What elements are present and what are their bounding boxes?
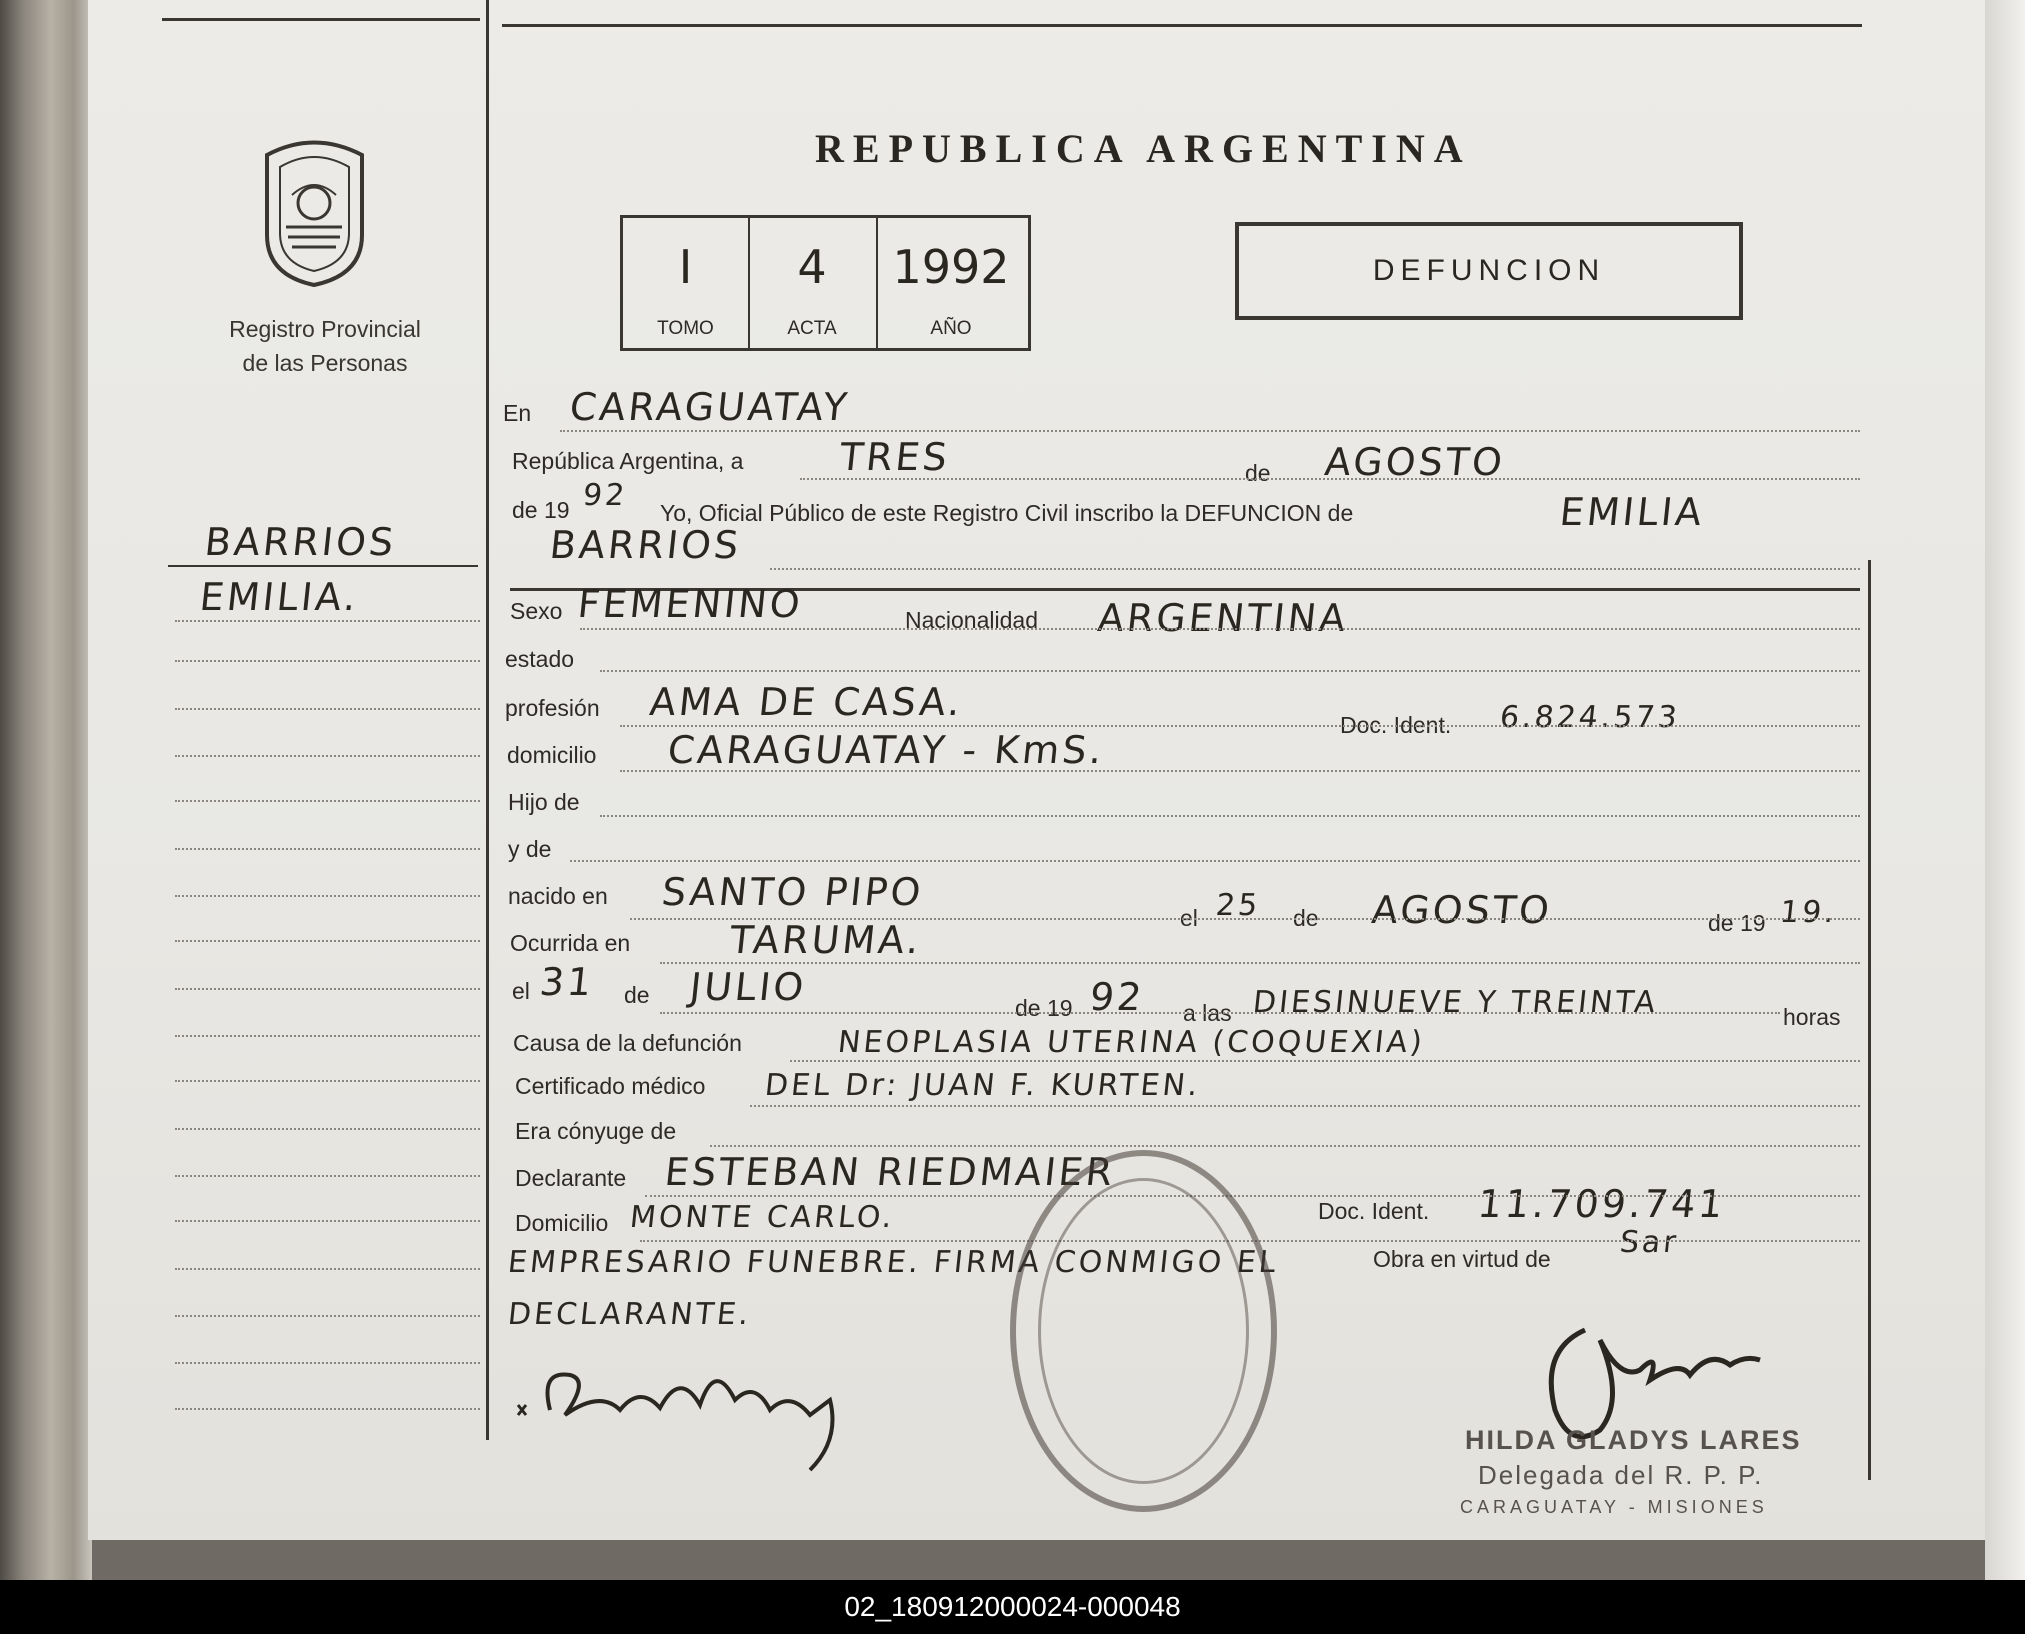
decl-domicilio-label: Domicilio [515, 1210, 609, 1236]
domicilio-value: CARAGUATAY - KmS. [665, 728, 1107, 772]
profesion-label: profesión [505, 695, 600, 721]
book-spine [0, 0, 92, 1580]
conyuge-label: Era cónyuge de [515, 1118, 677, 1144]
field-line [710, 1145, 1860, 1147]
field-line [770, 568, 1860, 570]
field-line [645, 1195, 1860, 1197]
decl-doc-value: 11.709.741 [1475, 1182, 1728, 1226]
tomo-value: I [678, 240, 693, 294]
hijo-label: Hijo de [508, 789, 580, 815]
field-line [620, 770, 1860, 772]
nacionalidad-value: ARGENTINA [1095, 596, 1351, 640]
declarante-label: Declarante [515, 1165, 627, 1191]
certificado-value: DEL Dr: JUAN F. KURTEN. [763, 1068, 1203, 1103]
provincial-seal-emblem [252, 135, 377, 290]
domicilio-label: domicilio [507, 742, 597, 768]
nacionalidad-label: Nacionalidad [905, 607, 1038, 633]
death-day: 31 [537, 960, 597, 1004]
margin-line [175, 755, 480, 757]
margin-line [175, 1035, 480, 1037]
acta-label: ACTA [787, 318, 837, 339]
birth-month: AGOSTO [1369, 888, 1555, 932]
remarks-line-2: DECLARANTE. [506, 1297, 754, 1332]
sexo-label: Sexo [510, 598, 563, 624]
tomo-cell [623, 218, 750, 348]
deceased-last-name: BARRIOS [547, 523, 744, 567]
year-value: 92 [581, 478, 630, 513]
birth-day: 25 [1214, 888, 1263, 923]
registry-label: Registro Provincial de las Personas [229, 316, 421, 376]
top-line-right [502, 24, 1862, 27]
top-line-left [162, 18, 480, 21]
remarks-line-1: EMPRESARIO FUNEBRE. FIRMA CONMIGO EL [506, 1245, 1281, 1280]
field-line [800, 478, 1860, 480]
margin-line [175, 1315, 480, 1317]
el-label: el [1180, 905, 1198, 931]
de-label: de [1293, 905, 1319, 931]
registry-stamp [1010, 1150, 1277, 1512]
field-line [750, 1105, 1860, 1107]
certificado-label: Certificado médico [515, 1073, 706, 1099]
declarant-signature [510, 1330, 890, 1480]
obra-value: Sar [1618, 1225, 1681, 1260]
obra-label: Obra en virtud de [1373, 1246, 1551, 1272]
margin-line [175, 1175, 480, 1177]
field-line [580, 628, 1860, 630]
decl-doc-label: Doc. Ident. [1318, 1198, 1430, 1224]
de-label: de [624, 982, 650, 1008]
decl-domicilio-value: MONTE CARLO. [628, 1200, 897, 1235]
death-month: JULIO [687, 965, 809, 1009]
anio-value: 1992 [892, 240, 1010, 294]
margin-given-name: EMILIA. [197, 575, 362, 619]
estado-label: estado [505, 646, 575, 672]
margin-line [175, 1268, 480, 1270]
column-divider [486, 0, 489, 1440]
officer-text: Yo, Oficial Público de este Registro Civil inscribo la DEFUNCION de [660, 500, 1354, 526]
margin-line [175, 848, 480, 850]
margin-line [175, 620, 480, 622]
official-name: HILDA GLADYS LARES [1465, 1425, 1802, 1455]
margin-line [175, 988, 480, 990]
field-line [600, 815, 1860, 817]
doc-label: Doc. Ident. [1340, 712, 1452, 738]
tomo-label: TOMO [657, 318, 714, 339]
ocurrida-label: Ocurrida en [510, 930, 631, 956]
death-year-prefix: de 19 [1015, 995, 1073, 1021]
margin-line [175, 708, 480, 710]
death-time: DIESINUEVE Y TREINTA [1251, 985, 1660, 1020]
margin-line [175, 1128, 480, 1130]
year-prefix: de 19 [512, 497, 570, 523]
image-id-caption: 02_180912000024-000048 [0, 1580, 2025, 1634]
causa-label: Causa de la defunción [513, 1030, 742, 1056]
republica-label: República Argentina, a [512, 448, 744, 474]
field-line [790, 1060, 1860, 1062]
el-label: el [512, 978, 530, 1004]
margin-line [175, 1220, 480, 1222]
y-de-label: y de [508, 836, 552, 862]
month-value: AGOSTO [1322, 440, 1508, 484]
death-year: 92 [1087, 975, 1147, 1019]
document-title: REPUBLICA ARGENTINA [815, 126, 1472, 171]
margin-line [175, 660, 480, 662]
ocurrida-value: TARUMA. [727, 918, 924, 962]
margin-underline [168, 565, 478, 567]
field-line [660, 962, 1860, 964]
margin-line [175, 1362, 480, 1364]
acta-value: 4 [797, 240, 827, 294]
causa-value: NEOPLASIA UTERINA (COQUEXIA) [836, 1025, 1427, 1060]
right-border [1868, 560, 1871, 1480]
margin-line [175, 1080, 480, 1082]
profesion-value: AMA DE CASA. [647, 680, 966, 724]
field-line [600, 670, 1860, 672]
birth-year-prefix: de 19 [1708, 910, 1766, 936]
act-type-box: DEFUNCION [1235, 222, 1743, 320]
anio-label: AÑO [930, 318, 972, 339]
official-location: CARAGUATAY - MISIONES [1460, 1497, 1768, 1517]
sexo-value: FEMENINO [575, 582, 805, 626]
field-line [570, 860, 1860, 862]
anio-cell [876, 218, 1026, 348]
margin-line [175, 800, 480, 802]
place-value: CARAGUATAY [567, 385, 852, 429]
official-title: Delegada del R. P. P. [1478, 1460, 1764, 1490]
horas-label: horas [1783, 1004, 1841, 1030]
declarante-value: ESTEBAN RIEDMAIER [662, 1150, 1118, 1194]
deceased-first-name: EMILIA [1557, 490, 1707, 534]
field-line [560, 430, 1860, 432]
margin-line [175, 895, 480, 897]
field-line [660, 1012, 1780, 1014]
birth-year: 19. [1778, 895, 1839, 930]
en-label: En [503, 400, 532, 426]
de-label: de [1245, 460, 1271, 486]
field-line [620, 725, 1860, 727]
acta-cell [748, 218, 878, 348]
doc-value: 6.824.573 [1498, 700, 1682, 735]
day-value: TRES [837, 435, 953, 479]
birthplace-value: SANTO PIPO [659, 870, 926, 914]
act-number-box [620, 215, 1031, 351]
margin-surname: BARRIOS [202, 520, 399, 564]
page-edge [1985, 0, 2025, 1580]
a-las-label: a las [1183, 1000, 1232, 1026]
nacido-label: nacido en [508, 883, 608, 909]
margin-line [175, 940, 480, 942]
margin-line [175, 1408, 480, 1410]
